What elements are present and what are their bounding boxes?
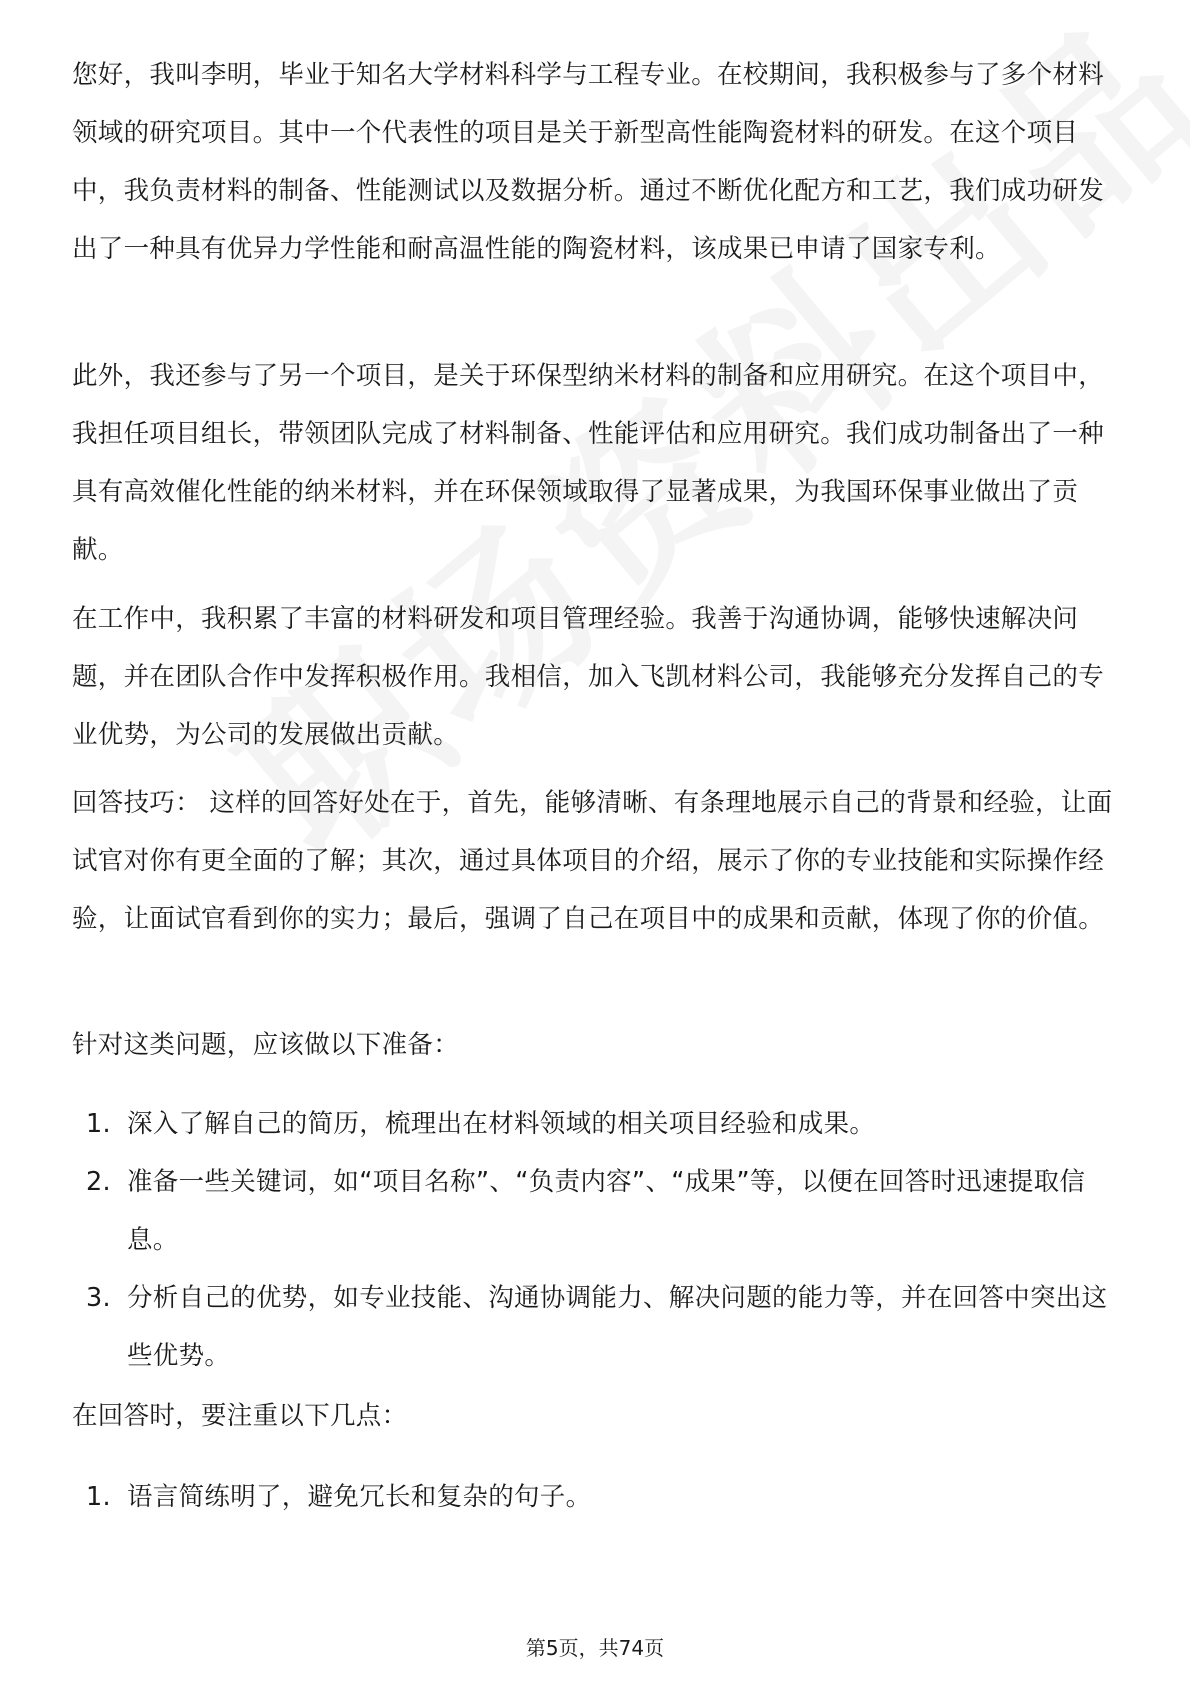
paragraph-intro: 您好，我叫李明，毕业于知名大学材料科学与工程专业。在校期间，我积极参与了多个材料领域的研究项目。其中一个代表性的项目是关于新型高性能陶瓷材料的研发。在这个项目中，我负责材料的制备、性能测试以及数据分析。通过不断优化配方和工艺，我们成功研发出了一种具有优异力学性能和耐高温性能的陶瓷材料，该成果已申请了国家专利。 <box>72 60 1105 264</box>
prep-list <box>72 1095 1122 1385</box>
list-item: 2. 准备一些关键词，如“项目名称”、“负责内容”、“成果”等，以便在回答时迅速提取信息。 <box>86 1167 1086 1255</box>
paragraph-answer-tips: 回答技巧： 这样的回答好处在于，首先，能够清晰、有条理地展示自己的背景和经验，让面试官对你有更全面的了解；其次，通过具体项目的介绍，展示了你的专业技能和实际操作经验，让面试官看到你的实力；最后，强调了自己在项目中的成果和贡献，体现了你的价值。 <box>72 788 1113 934</box>
list-item: 3. 分析自己的优势，如专业技能、沟通协调能力、解决问题的能力等，并在回答中突出这些优势。 <box>86 1283 1108 1371</box>
paragraph-notes-intro: 在回答时，要注重以下几点： <box>72 1401 408 1431</box>
list-item: 1. 语言简练明了，避免冗长和复杂的句子。 <box>86 1482 592 1512</box>
paragraph-prep-intro: 针对这类问题，应该做以下准备： <box>72 1030 460 1060</box>
paragraph-work-experience: 在工作中，我积累了丰富的材料研发和项目管理经验。我善于沟通协调，能够快速解决问题，并在团队合作中发挥积极作用。我相信，加入飞凯材料公司，我能够充分发挥自己的专业优势，为公司的发展做出贡献。 <box>72 604 1105 750</box>
paragraph-project-2: 此外，我还参与了另一个项目，是关于环保型纳米材料的制备和应用研究。在这个项目中，我担任项目组长，带领团队完成了材料制备、性能评估和应用研究。我们成功制备出了一种具有高效催化性能的纳米材料，并在环保领域取得了显著成果，为我国环保事业做出了贡献。 <box>72 361 1105 565</box>
page-number-footer: 第5页，共74页 <box>525 1636 665 1660</box>
list-item: 1. 深入了解自己的简历，梳理出在材料领域的相关项目经验和成果。 <box>86 1109 876 1139</box>
notes-list <box>72 1468 1122 1526</box>
